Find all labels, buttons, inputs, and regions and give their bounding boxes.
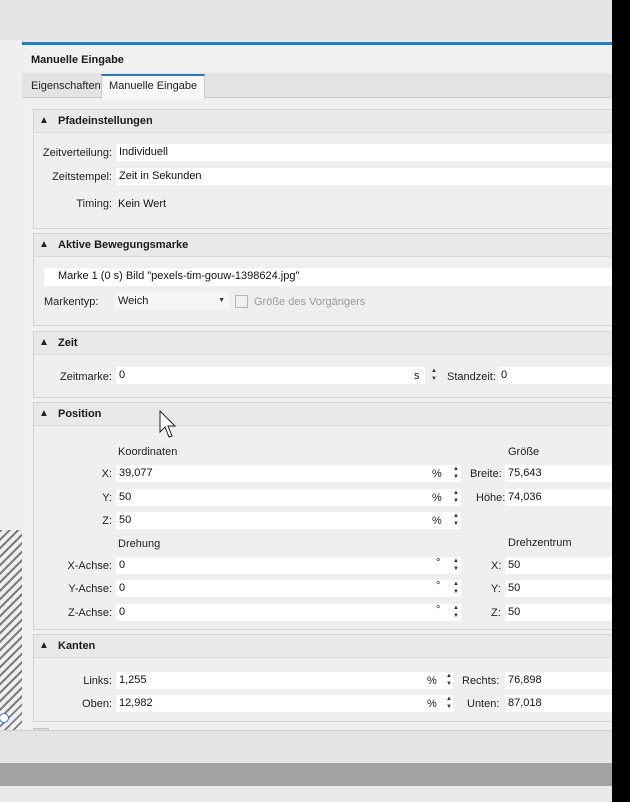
predecessor-size-checkbox[interactable] (235, 295, 248, 308)
tab-bar (22, 73, 612, 98)
spin-updown-icon[interactable]: ▲ ▼ (453, 605, 459, 619)
preview-strip (0, 40, 23, 730)
marker-type-label: Markentyp: (44, 296, 99, 308)
spin-updown-icon[interactable]: ▲ ▼ (431, 368, 437, 382)
center-y-label: Y: (491, 583, 501, 595)
section-path-settings (33, 109, 612, 229)
section-edges (33, 634, 612, 722)
timing-label: Timing: (76, 198, 112, 210)
left-edge-label: Links: (83, 675, 112, 687)
marker-type-dropdown[interactable] (115, 292, 229, 310)
chevron-down-icon: ▼ (218, 297, 225, 304)
center-y-field[interactable]: 50 (505, 580, 612, 597)
left-edge-unit: % (427, 675, 437, 687)
spin-updown-icon[interactable]: ▲ ▼ (446, 696, 452, 710)
z-axis-field[interactable]: 0 (116, 604, 461, 621)
center-x-label: X: (491, 560, 502, 572)
chevron-up-icon[interactable]: ▲ (39, 337, 49, 348)
marker-type-value: Weich (118, 295, 149, 307)
panel-title: Manuelle Eingabe (31, 54, 124, 66)
right-edge-field[interactable]: 76,898 (505, 672, 612, 689)
section-active-motion-marker (33, 233, 612, 326)
top-bar (0, 0, 612, 40)
timestamp-field[interactable]: Zeit in Sekunden (116, 168, 612, 185)
y-field[interactable]: 50 (116, 489, 461, 506)
tab-manual-input[interactable]: Manuelle Eingabe (101, 74, 205, 99)
chevron-up-icon[interactable]: ▲ (39, 115, 49, 126)
x-axis-unit: ° (436, 557, 441, 569)
left-edge-field[interactable]: 1,255 (116, 672, 453, 689)
x-axis-field[interactable]: 0 (116, 557, 461, 574)
timeline-bar (0, 763, 612, 786)
time-marker-field[interactable]: 0 (116, 367, 425, 384)
timestamp-label: Zeitstempel: (52, 171, 112, 183)
hold-time-field[interactable]: 0 (498, 367, 612, 384)
section-header (34, 332, 612, 355)
time-marker-unit: s (414, 370, 420, 382)
section-header (34, 234, 612, 257)
center-z-field[interactable]: 50 (505, 604, 612, 621)
x-label: X: (101, 468, 112, 480)
section-time (33, 331, 612, 398)
z-axis-unit: ° (436, 604, 441, 616)
center-z-label: Z: (491, 607, 501, 619)
marker-list-item[interactable]: Marke 1 (0 s) Bild "pexels-tim-gouw-1398624.jpg" (44, 268, 612, 286)
section-header (34, 635, 612, 658)
section-title: Aktive Bewegungsmarke (58, 239, 189, 251)
x-unit: % (432, 468, 442, 480)
height-field[interactable]: 74,036 (505, 489, 612, 506)
spin-updown-icon[interactable]: ▲ ▼ (453, 513, 459, 527)
section-title: Kanten (58, 640, 96, 652)
y-axis-label: Y-Achse: (68, 583, 112, 595)
spin-updown-icon[interactable]: ▲ ▼ (453, 466, 459, 480)
bottom-edge-field[interactable]: 87,018 (505, 695, 612, 712)
section-header (34, 403, 612, 426)
right-edge-label: Rechts: (462, 675, 500, 687)
rotation-center-header: Drehzentrum (508, 537, 572, 549)
width-field[interactable]: 75,643 (505, 465, 612, 482)
image-preview (0, 530, 22, 730)
z-field[interactable]: 50 (116, 512, 461, 529)
top-edge-label: Oben: (82, 698, 112, 710)
y-label: Y: (102, 492, 112, 504)
x-field[interactable]: 39,077 (116, 465, 461, 482)
spin-updown-icon[interactable]: ▲ ▼ (453, 581, 459, 595)
rotation-header: Drehung (118, 538, 161, 550)
section-title: Position (58, 408, 102, 420)
section-title: Pfadeinstellungen (58, 115, 153, 127)
z-unit: % (432, 515, 442, 527)
screen-edge (612, 0, 630, 802)
manual-input-panel (22, 42, 612, 733)
chevron-up-icon[interactable]: ▲ (39, 239, 49, 250)
spin-updown-icon[interactable]: ▲ ▼ (453, 558, 459, 572)
mouse-pointer-icon (159, 410, 177, 440)
chevron-up-icon[interactable]: ▲ (39, 640, 49, 651)
time-distribution-field[interactable]: Individuell (116, 144, 612, 161)
time-distribution-label: Zeitverteilung: (42, 147, 112, 159)
width-label: Breite: (470, 468, 502, 480)
coordinates-header: Koordinaten (118, 446, 178, 458)
size-header: Größe (508, 446, 540, 458)
status-bar (0, 786, 612, 802)
height-label: Höhe: (476, 492, 506, 504)
time-marker-label: Zeitmarke: (60, 371, 112, 383)
footer-bar (0, 730, 612, 763)
y-axis-field[interactable]: 0 (116, 580, 461, 597)
top-edge-field[interactable]: 12,982 (116, 695, 453, 712)
bottom-edge-label: Unten: (467, 698, 500, 710)
section-header (34, 110, 612, 133)
timing-value: Kein Wert (118, 198, 167, 210)
predecessor-size-label: Größe des Vorgängers (254, 296, 366, 308)
z-label: Z: (102, 515, 112, 527)
section-position (33, 402, 612, 630)
center-x-field[interactable]: 50 (505, 557, 612, 574)
section-title: Zeit (58, 337, 78, 349)
z-axis-label: Z-Achse: (67, 607, 112, 619)
tab-properties[interactable]: Eigenschaften (31, 80, 101, 92)
top-edge-unit: % (427, 698, 437, 710)
hold-time-label: Standzeit: (447, 371, 496, 383)
x-axis-label: X-Achse: (67, 560, 112, 572)
spin-updown-icon[interactable]: ▲ ▼ (446, 673, 452, 687)
y-unit: % (432, 492, 442, 504)
y-axis-unit: ° (436, 580, 441, 592)
chevron-up-icon[interactable]: ▲ (39, 408, 49, 419)
spin-updown-icon[interactable]: ▲ ▼ (453, 490, 459, 504)
